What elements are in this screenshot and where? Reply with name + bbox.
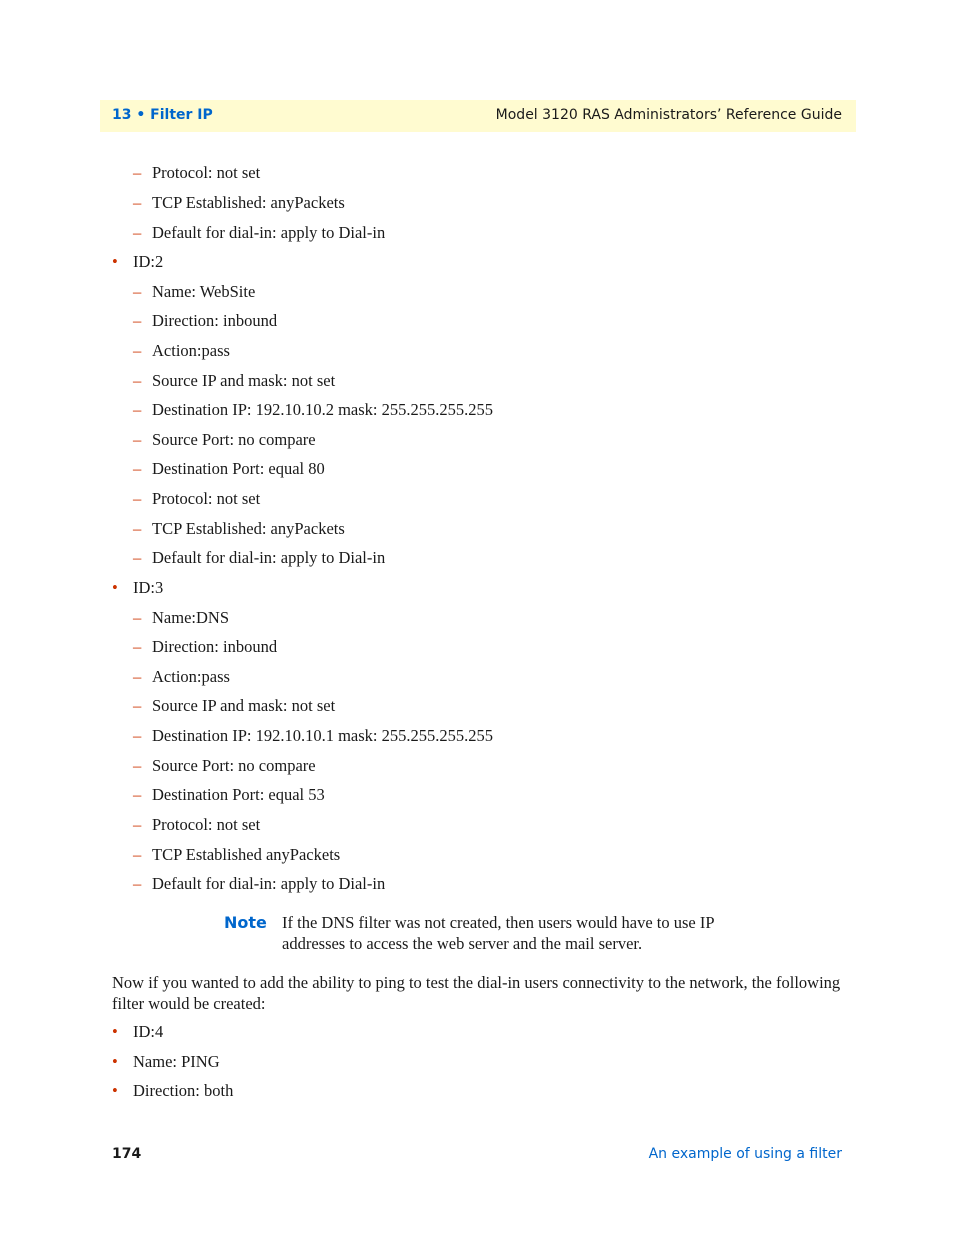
dash-marker: – <box>133 193 142 212</box>
bullet-marker: • <box>112 1052 118 1071</box>
dash-marker: – <box>133 874 142 893</box>
dash-marker: – <box>133 341 142 360</box>
dash-marker: – <box>133 163 142 182</box>
dash-marker: – <box>133 785 142 804</box>
bullet-item-text: Name: PING <box>133 1052 220 1071</box>
list-item-text: Action:pass <box>152 667 230 686</box>
list-item-text: Destination IP: 192.10.10.1 mask: 255.255.255.255 <box>152 726 493 745</box>
list-item-text: Destination IP: 192.10.10.2 mask: 255.255.255.255 <box>152 400 493 419</box>
dash-marker: – <box>133 311 142 330</box>
bullet-item-text: Direction: both <box>133 1081 234 1100</box>
list-item-text: Default for dial-in: apply to Dial-in <box>152 548 386 567</box>
page-number: 174 <box>112 1146 142 1162</box>
list-item-text: Action:pass <box>152 341 230 360</box>
list-item-text: Default for dial-in: apply to Dial-in <box>152 874 386 893</box>
guide-title: Model 3120 RAS Administrators’ Reference Guide <box>495 107 842 123</box>
dash-marker: – <box>133 400 142 419</box>
list-item-text: Name:DNS <box>152 608 229 627</box>
list-item-text: Name: WebSite <box>152 282 256 301</box>
bullet-marker: • <box>112 1081 118 1100</box>
dash-marker: – <box>133 815 142 834</box>
list-item-text: Source IP and mask: not set <box>152 696 336 715</box>
dash-marker: – <box>133 608 142 627</box>
bullet-marker: • <box>112 1022 118 1041</box>
dash-marker: – <box>133 845 142 864</box>
dash-marker: – <box>133 371 142 390</box>
list-item-text: Source IP and mask: not set <box>152 371 336 390</box>
list-item-text: Source Port: no compare <box>152 430 316 449</box>
list-item-text: TCP Established: anyPackets <box>152 193 345 212</box>
dash-marker: – <box>133 430 142 449</box>
list-item-text: Protocol: not set <box>152 489 261 508</box>
dash-marker: – <box>133 667 142 686</box>
dash-marker: – <box>133 282 142 301</box>
body-paragraph: Now if you wanted to add the ability to ping to test the dial-in users connectivity to the network, the following filter would be created: <box>112 973 841 1013</box>
list-item-text: TCP Established anyPackets <box>152 845 341 864</box>
list-item-text: Protocol: not set <box>152 815 261 834</box>
list-item-text: Direction: inbound <box>152 637 278 656</box>
list-item-text: Destination Port: equal 80 <box>152 459 325 478</box>
bullet-marker: • <box>112 252 118 271</box>
bullet-item-text: ID:2 <box>133 252 164 271</box>
list-item-text: Destination Port: equal 53 <box>152 785 325 804</box>
list-item-text: Default for dial-in: apply to Dial-in <box>152 223 386 242</box>
footer-section-title: An example of using a filter <box>648 1146 842 1162</box>
dash-marker: – <box>133 519 142 538</box>
dash-marker: – <box>133 726 142 745</box>
bullet-item-text: ID:3 <box>133 578 164 597</box>
list-item-text: TCP Established: anyPackets <box>152 519 345 538</box>
dash-marker: – <box>133 756 142 775</box>
dash-marker: – <box>133 548 142 567</box>
dash-marker: – <box>133 637 142 656</box>
dash-marker: – <box>133 223 142 242</box>
note-label: Note <box>224 913 267 932</box>
bullet-marker: • <box>112 578 118 597</box>
bullet-item-text: ID:4 <box>133 1022 164 1041</box>
list-item-text: Source Port: no compare <box>152 756 316 775</box>
dash-marker: – <box>133 696 142 715</box>
chapter-title: 13 • Filter IP <box>112 107 213 123</box>
list-item-text: Direction: inbound <box>152 311 278 330</box>
note-text: If the DNS filter was not created, then users would have to use IP addresses to access the web server and the mail server. <box>282 913 714 953</box>
dash-marker: – <box>133 459 142 478</box>
dash-marker: – <box>133 489 142 508</box>
list-item-text: Protocol: not set <box>152 163 261 182</box>
